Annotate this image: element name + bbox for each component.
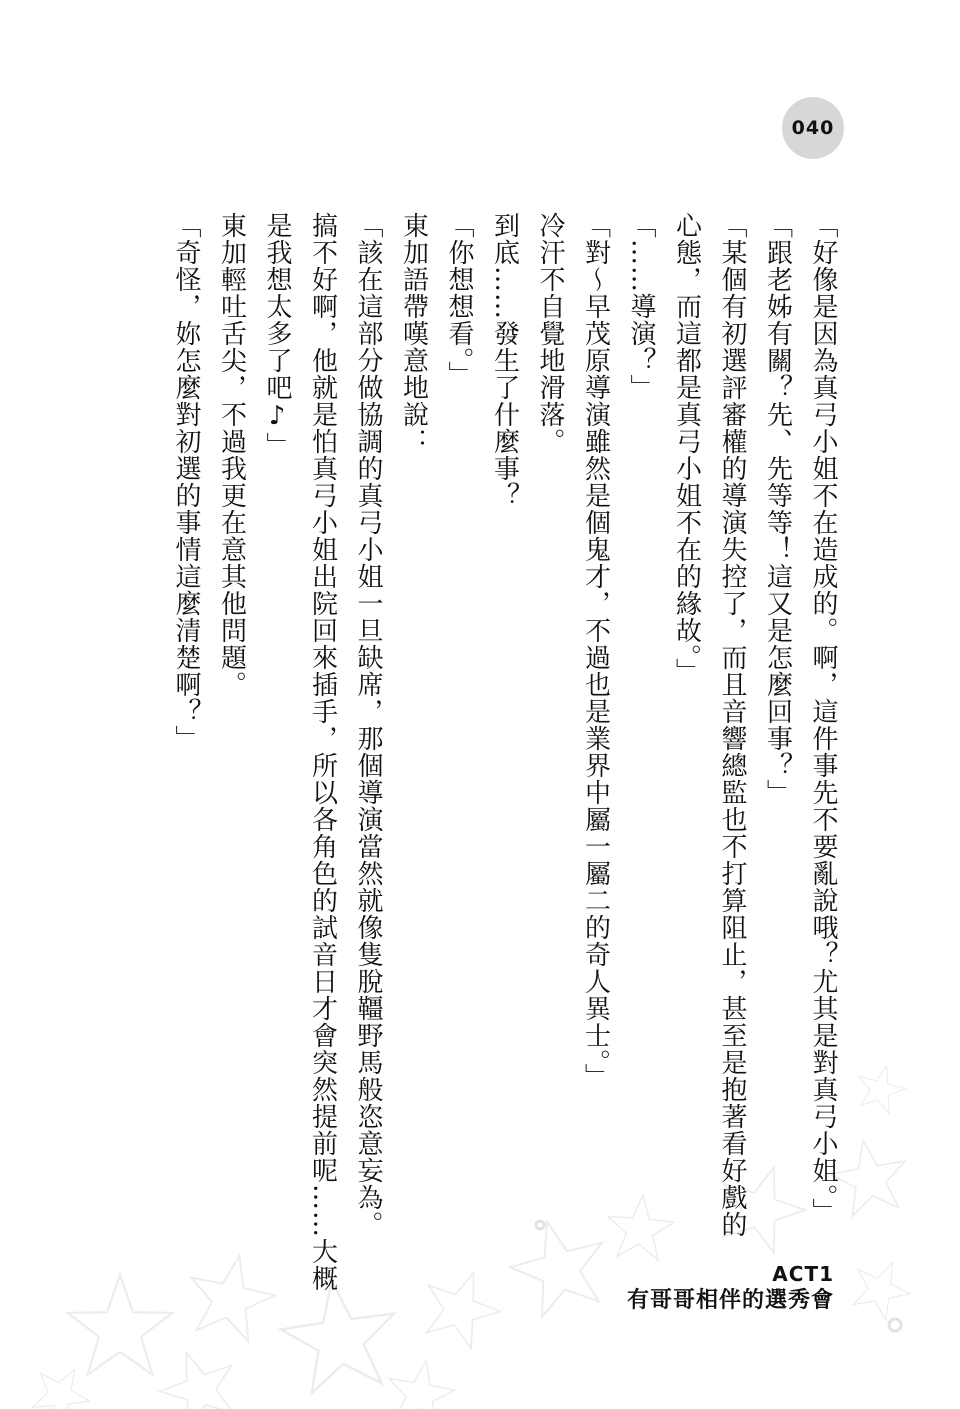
text-line: 東加輕吐舌尖，不過我更在意其他問題。	[216, 212, 247, 698]
page-number: 040	[782, 97, 844, 159]
text-line: 「你想想看。」	[444, 212, 474, 388]
text-line: 「該在這部分做協調的真弓小姐一旦缺席，那個導演當然就像隻脫韁野馬般恣意妄為。	[353, 212, 383, 1238]
text-line: 冷汗不自覺地滑落。	[535, 212, 565, 455]
chapter-act: ACT1	[772, 1262, 834, 1286]
text-line: 心態，而這都是真弓小姐不在的緣故。」	[671, 212, 702, 685]
text-line: 「對～早茂原導演雖然是個鬼才，不過也是業界中屬一屬二的奇人異士。」	[580, 212, 611, 1090]
chapter-label	[627, 1262, 834, 1316]
text-line: 「……導演？」	[626, 212, 656, 401]
text-line: 「某個有初選評審權的導演失控了，而且音響總監也不打算阻止，甚至是抱著看好戲的	[717, 212, 747, 1238]
text-line: 到底……發生了什麼事？	[489, 212, 520, 509]
text-line: 是我想太多了吧♪」	[262, 212, 292, 459]
text-line: 「跟老姊有關？先、先等等！這又是怎麼回事？」	[762, 212, 793, 806]
text-line: 「奇怪，妳怎麼對初選的事情這麼清楚啊？」	[171, 212, 201, 752]
chapter-title: 有哥哥相伴的選秀會	[626, 1288, 834, 1313]
text-line: 東加語帶嘆意地說：	[398, 212, 429, 455]
text-line: 「好像是因為真弓小姐不在造成的。啊，這件事先不要亂說哦？尤其是對真弓小姐。」	[808, 212, 838, 1225]
text-line: 搞不好啊，他就是怕真弓小姐出院回來插手，所以各角色的試音日才會突然提前呢……大概	[307, 212, 338, 1292]
